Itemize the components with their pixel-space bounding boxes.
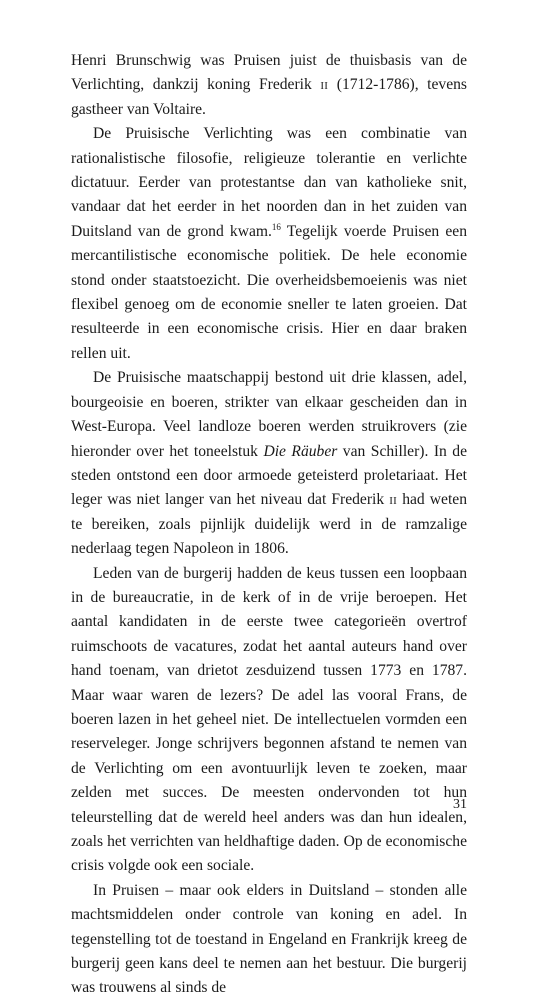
paragraph: Henri Brunschwig was Pruisen juist de thuisbasis van de Verlichting, dankzij koning Frederik ii (1712-1786), tevens gastheer van Voltaire. <box>71 52 467 118</box>
paragraph: Leden van de burgerij hadden de keus tussen een loopbaan in de bureaucratie, in de kerk of in de vrije beroepen. Het aantal kandidaten in de eerste twee categorieën overtrof ruimschoots de vacatures, zodat het aantal auteurs hand over hand toenam, van drietot zesduizend tussen 1773 en 1787. Maar waar waren de lezers? De adel las vooral Frans, de boeren lazen in het geheel niet. De intellectuelen vormden een reserveleger. Jonge schrijvers begonnen afstand te nemen van de Verlichting om een avontuurlijk leven te zoeken, maar zelden met succes. De meesten ondervonden tot hun teleurstelling dat de wereld heel anders was dan hun idealen, zoals het verrichten van heldhaftige daden. Op de economische crisis volgde ook een sociale. <box>71 564 467 875</box>
play-title: Die Räuber <box>263 442 338 460</box>
body-text <box>71 49 467 1001</box>
paragraph: De Pruisische maatschappij bestond uit drie klassen, adel, bourgeoisie en boeren, strikter van elkaar gescheiden dan in West-Europa. Veel landloze boeren werden struikrovers (zie hieronder over het toneelstuk Die Räuber van Schiller). In de steden ontstond een door armoede geteisterd proletariaat. Het leger was niet langer van het niveau dat Frederik ii had weten te bereiken, zoals pijnlijk duidelijk werd in de ramzalige nederlaag tegen Napoleon in 1806. <box>71 369 468 558</box>
roman-numeral: ii <box>320 76 329 94</box>
page-number: 31 <box>453 797 467 812</box>
paragraph: In Pruisen – maar ook elders in Duitsland – stonden alle machtsmiddelen onder controle van koning en adel. In tegenstelling tot de toestand in Engeland en Frankrijk kreeg de burgerij geen kans deel te nemen aan het bestuur. Die burgerij was trouwens al sinds de <box>71 881 467 997</box>
roman-numeral: ii <box>389 491 398 509</box>
footnote-reference: 16 <box>271 221 281 232</box>
paragraph: De Pruisische Verlichting was een combinatie van rationalistische filosofie, religieuze tolerantie en verlichte dictatuur. Eerder van protestantse dan van katholieke snit, vandaar dat het eerder in het noorden dan in het zuiden van Duitsland van de grond kwam.$^{16}$ Tegelijk voerde Pruisen een mercantilistische economische politiek. De hele economie stond onder staatstoezicht. Die overheidsbemoeienis was niet flexibel genoeg om de economie sneller te laten groeien. Dat resulteerde in een economische crisis. Hier en daar braken rellen uit. <box>71 125 468 362</box>
